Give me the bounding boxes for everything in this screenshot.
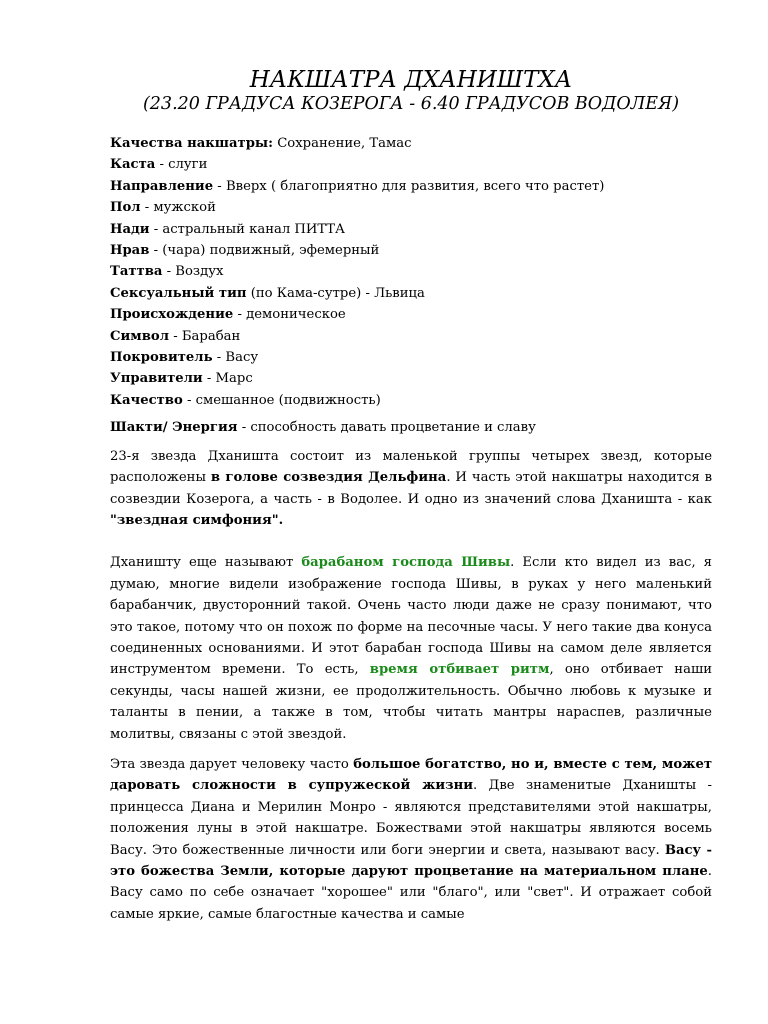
highlight-shiva-drum: барабаном господа Шивы (301, 555, 511, 571)
property-sexual-type: Сексуальный тип (по Кама-сутре) - Львица (110, 285, 425, 301)
property-quality: Качество - смешанное (подвижность) (110, 392, 381, 408)
page-title: НАКШАТРА ДХАНИШТХА (249, 67, 573, 93)
document-page (110, 66, 712, 925)
property-symbol: Символ - Барабан (110, 328, 241, 344)
property-origin: Происхождение - демоническое (110, 307, 346, 323)
page-subtitle: (23.20 ГРАДУСА КОЗЕРОГА - 6.40 ГРАДУСОВ ВОДОЛЕЯ) (142, 94, 680, 114)
properties-list (110, 133, 712, 411)
highlight-time-rhythm: время отбивает ритм (369, 662, 550, 678)
paragraph-wealth: Эта звезда дарует человеку часто большое богатство, но и, вместе с тем, может даровать сложности в супружеской жизни. Две знаменитые Дханишты - принцесса Диана и Мерилин Монро - являются представителями этой накшатры, положения луны в этой накшатре. Божествами этой накшатры являются восемь Васу. Это божественные личности или боги энергии и света, называют васу. Васу - это божества Земли, которые даруют процветание на материальном плане. Васу само по себе означает "хорошее" или "благо", или "свет". И отражает собой самые яркие, самые благостные качества и самые (110, 756, 713, 922)
property-tattva: Таттва - Воздух (110, 264, 224, 280)
property-qualities: Качества накшатры: Сохранение, Тамас (110, 136, 412, 151)
property-shakti: Шакти/ Энергия - способность давать процветание и славу (110, 420, 536, 436)
property-gender: Пол - мужской (110, 200, 216, 216)
property-caste: Каста - слуги (110, 157, 208, 173)
property-temper: Нрав - (чара) подвижный, эфемерный (110, 243, 380, 259)
paragraph-drum: Дханишту еще называют барабаном господа Шивы. Если кто видел из вас, я думаю, многие видели изображение господа Шивы, в руках у него маленький барабанчик, двусторонний такой. Очень часто люди даже не сразу понимают, что это такое, потому что он похож по форме на песочные часы. У него такие два конуса соединенных основаниями. И этот барабан господа Шивы на самом деле является инструментом времени. То есть, время отбивает ритм, оно отбивает наши секунды, часы нашей жизни, ее продолжительность. Обычно любовь к музыке и таланты в пении, а также в том, чтобы читать мантры нараспев, различные молитвы, связаны с этой звездой. (110, 555, 713, 742)
property-direction: Направление - Вверх ( благоприятно для развития, всего что растет) (110, 178, 605, 194)
paragraph-intro: 23-я звезда Дханишта состоит из маленькой группы четырех звезд, которые расположены в голове созвездия Дельфина. И часть этой накшатры находится в созвездии Козерога, а часть - в Водолее. И одно из значений слова Дханишта - как "звездная симфония". (110, 448, 713, 528)
property-patron: Покровитель - Васу (110, 350, 259, 366)
property-nadi: Нади - астральный канал ПИТТА (110, 221, 345, 237)
property-ruler: Управители - Марс (110, 371, 253, 387)
